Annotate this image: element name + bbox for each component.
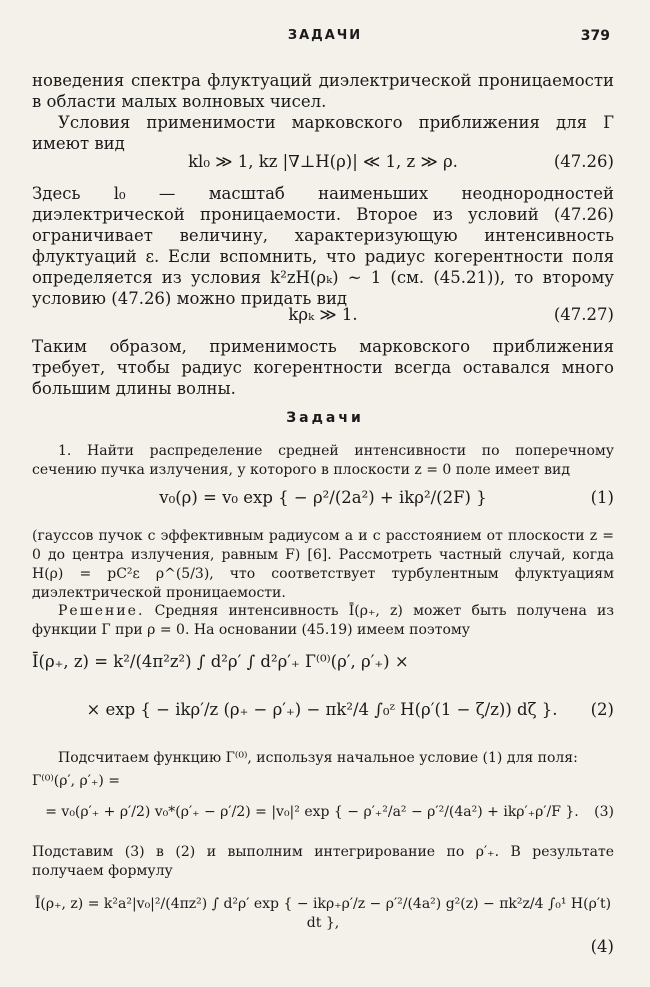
paragraph-5: Подсчитаем функцию Г⁽⁰⁾, используя начальное условие (1) для поля: bbox=[58, 750, 578, 766]
equation-1 bbox=[32, 488, 614, 516]
running-header bbox=[0, 28, 650, 50]
equation-47-26 bbox=[32, 152, 614, 180]
equation-body: Ī(ρ₊, z) = k²a²|v₀|²/(4πz²) ∫ d²ρ′ exp { − ikρ₊ρ′/z − ρ′²/(4a²) g²(z) − πk²z/4 ∫₀¹ H(ρ′t) dt }, bbox=[34, 896, 612, 931]
paragraph-2: Условия применимости марковского приближения для Г имеют вид bbox=[32, 113, 614, 153]
equation-body: × exp { − ikρ′/z (ρ₊ − ρ′₊) − πk²/4 ∫₀ᶻ H(ρ′(1 − ζ/z)) dζ }. bbox=[86, 700, 558, 719]
solution bbox=[32, 602, 614, 640]
paragraph-1: новедения спектра флуктуаций диэлектрической проницаемости в области малых волновых чисел. bbox=[32, 71, 614, 111]
equation-number: (47.27) bbox=[553, 305, 614, 324]
equation-2-line-2 bbox=[32, 700, 614, 728]
equation-number: (1) bbox=[590, 488, 614, 507]
equation-4 bbox=[32, 895, 614, 931]
problem-1: 1. Найти распределение средней интенсивности по поперечному сечению пучка излучения, у которого в плоскости z = 0 поле имеет вид bbox=[32, 443, 614, 478]
page-number: 379 bbox=[580, 28, 610, 44]
equation-number: (3) bbox=[594, 804, 614, 820]
equation-body: kl₀ ≫ 1, kz |∇⊥H(ρ)| ≪ 1, z ≫ ρ. bbox=[188, 152, 458, 171]
equation-3-line-2 bbox=[32, 804, 614, 832]
equation-4-number-row bbox=[32, 937, 614, 965]
equation-body: v₀(ρ) = v₀ exp { − ρ²/(2a²) + ikρ²/(2F) } bbox=[159, 488, 487, 507]
equation-47-27 bbox=[32, 305, 614, 333]
equation-2-line-1 bbox=[32, 652, 614, 680]
paragraph-3: Здесь l₀ — масштаб наименьших неоднородностей диэлектрической проницаемости. Второе из условий (47.26) ограничивает величину, характеризующую интенсивность флуктуаций ε. Если вспомнить, что радиус когерентности поля определяется из условия k²zH(ρₖ) ~ 1 (см. (45.21)), то второму условию (47.26) можно придать вид bbox=[32, 184, 614, 308]
solution-text: Средняя интенсивность Ī(ρ₊, z) может быть получена из функции Г при ρ = 0. На основании (45.19) имеем поэтому bbox=[32, 603, 614, 638]
equation-body: = v₀(ρ′₊ + ρ′/2) v₀*(ρ′₊ − ρ′/2) = |v₀|² exp { − ρ′₊²/a² − ρ′²/(4a²) + ikρ′₊ρ′/F }. bbox=[45, 804, 579, 820]
paragraph-4: Таким образом, применимость марковского приближения требует, чтобы радиус когерентности всегда оставался много большим длины волны. bbox=[32, 337, 614, 398]
equation-number: (2) bbox=[590, 700, 614, 719]
equation-body: Г⁽⁰⁾(ρ′, ρ′₊) = bbox=[32, 773, 120, 789]
solution-label: Решение. bbox=[58, 603, 145, 619]
equation-number: (4) bbox=[590, 937, 614, 956]
equation-body: kρₖ ≫ 1. bbox=[288, 305, 358, 324]
running-title: ЗАДАЧИ bbox=[287, 28, 363, 43]
problem-1-continuation: (гауссов пучок с эффективным радиусом a и с расстоянием от плоскости z = 0 до центра излучения, равным F) [6]. Рассмотреть частный случай, когда H(ρ) = pC²ε ρ^(5/3), что соответствует турбулентным флуктуациям диэлектрической проницаемости. bbox=[32, 528, 614, 601]
equation-3-line-1 bbox=[32, 773, 614, 801]
equation-body: Ī(ρ₊, z) = k²/(4π²z²) ∫ d²ρ′ ∫ d²ρ′₊ Г⁽⁰⁾(ρ′, ρ′₊) × bbox=[32, 652, 409, 671]
equation-number: (47.26) bbox=[553, 152, 614, 171]
section-heading: Задачи bbox=[286, 410, 364, 426]
paragraph-6: Подставим (3) в (2) и выполним интегрирование по ρ′₊. В результате получаем формулу bbox=[32, 844, 614, 879]
